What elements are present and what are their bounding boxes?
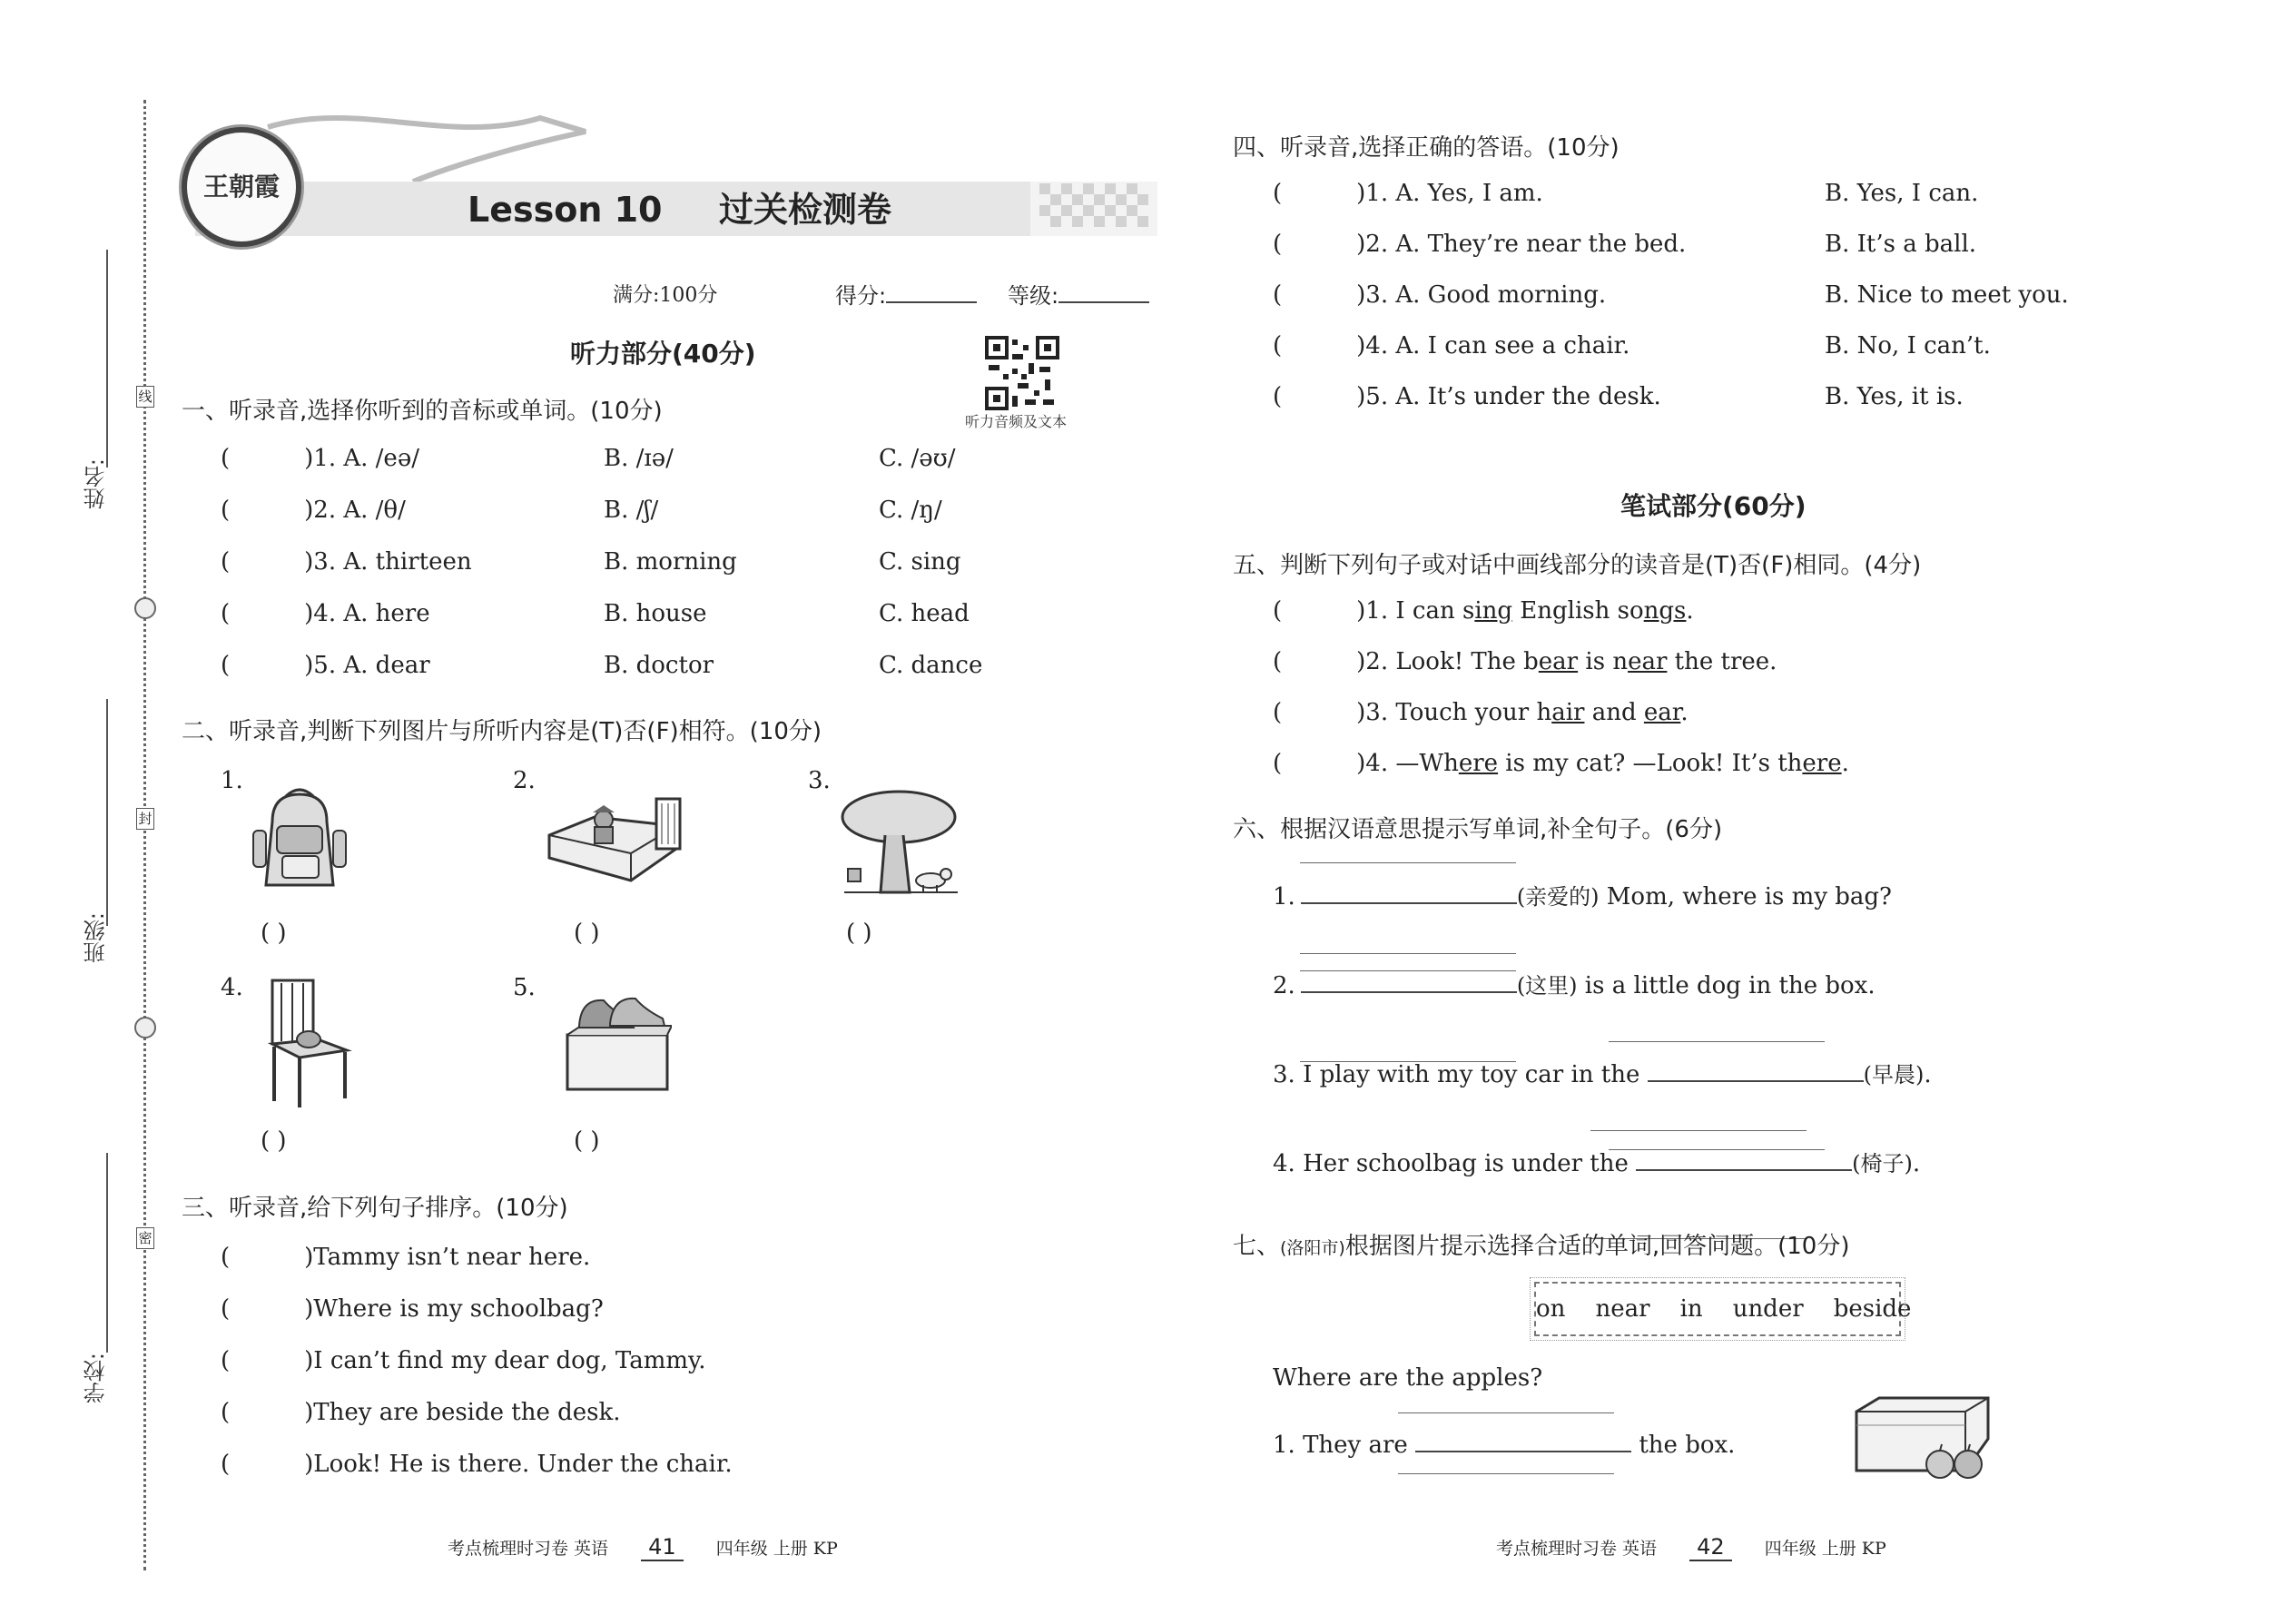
section3-heading: 三、听录音,给下列句子排序。(10分) <box>182 1195 568 1222</box>
picture-label: 3. <box>808 767 831 794</box>
option-b: B. Yes, I can. <box>1825 180 1979 207</box>
list-item: ( )5. A. dear <box>221 652 430 679</box>
word-bank-words: on near in under beside <box>1536 1295 1912 1323</box>
list-item: ( )They are beside the desk. <box>221 1399 621 1426</box>
list-item: ( )4. A. here <box>221 600 430 627</box>
list-item: ( )4. A. I can see a chair. <box>1273 332 1630 359</box>
option-c: C. dance <box>879 652 983 679</box>
answer-paren[interactable]: ( <box>221 497 231 524</box>
left-footer <box>448 1534 838 1561</box>
option-b: B. No, I can’t. <box>1825 332 1991 359</box>
score-label: 得分: <box>835 283 887 309</box>
section6-heading: 六、根据汉语意思提示写单词,补全句子。(6分) <box>1233 816 1723 843</box>
list-item: ( )1. I can sing English songs. <box>1273 597 1694 625</box>
option-b: B. Nice to meet you. <box>1825 281 2069 309</box>
full-score: 满分:100分 <box>613 284 718 307</box>
option-b: B. doctor <box>604 652 714 679</box>
answer-paren[interactable]: ( <box>1273 597 1283 625</box>
picture-label: 1. <box>221 767 243 794</box>
list-item: ( )4. —Where is my cat? —Look! It’s there. <box>1273 750 1849 777</box>
qr-code-icon <box>985 336 1059 410</box>
option-b: B. house <box>604 600 707 627</box>
section1-heading: 一、听录音,选择你听到的音标或单词。(10分) <box>182 398 663 425</box>
answer-paren[interactable]: ( <box>221 548 231 576</box>
lesson-subtitle: 过关检测卷 <box>718 190 891 230</box>
list-item: ( )Look! He is there. Under the chair. <box>221 1451 733 1478</box>
word-bank <box>1534 1282 1912 1336</box>
hint: (亲爱的) <box>1516 884 1600 910</box>
chair-with-cup-picture <box>263 976 354 1112</box>
backpack-picture <box>250 785 350 894</box>
blank-dear[interactable] <box>1301 902 1517 904</box>
right-footer <box>1496 1534 1886 1561</box>
answer-paren[interactable]: ( <box>221 1399 231 1426</box>
hint: (早晨) <box>1863 1062 1925 1088</box>
list-item: ( )1. A. /eə/ <box>221 445 419 472</box>
underlined-part: ear <box>1643 699 1681 726</box>
section2-heading: 二、听录音,判断下列图片与所听内容是(T)否(F)相符。(10分) <box>182 718 822 745</box>
margin-line-name <box>106 250 108 468</box>
answer-paren[interactable]: ( <box>1273 648 1283 675</box>
list-item: 1. They are the box. <box>1273 1432 1736 1459</box>
brand-logo <box>182 127 301 247</box>
list-item: ( )1. A. Yes, I am. <box>1273 180 1543 207</box>
answer-paren[interactable]: ( <box>221 600 231 627</box>
qr-caption: 听力音频及文本 <box>965 413 1068 430</box>
class-label: 班级: <box>84 912 109 964</box>
bed-with-toy-picture <box>540 794 685 894</box>
picture-label: 4. <box>221 974 243 1001</box>
footer-tail: 四年级 上册 KP <box>715 1539 838 1559</box>
answer-paren[interactable]: ( <box>1273 699 1283 726</box>
seal-mark-seal: 封 <box>136 808 154 830</box>
answer-paren[interactable]: ( ) <box>846 920 872 947</box>
option-c: C. /ŋ/ <box>879 497 942 524</box>
option-b: B. It’s a ball. <box>1825 231 1977 258</box>
blank-chair[interactable] <box>1636 1169 1852 1171</box>
list-item: ( )2. A. /θ/ <box>221 497 406 524</box>
answer-paren[interactable]: ( ) <box>574 920 600 947</box>
score-field <box>835 278 977 310</box>
underlined-part: ear <box>1538 648 1579 675</box>
margin-line-school <box>106 1153 108 1353</box>
answer-paren[interactable]: ( <box>221 1295 231 1323</box>
brand-logo-text: 王朝霞 <box>202 172 280 202</box>
region-tag: (洛阳市) <box>1280 1238 1345 1258</box>
answer-paren[interactable]: ( <box>221 445 231 472</box>
option-b: B. morning <box>604 548 737 576</box>
answer-paren[interactable]: ( <box>1273 332 1283 359</box>
seal-mark-line: 线 <box>136 386 154 408</box>
list-item: 2. (这里) is a little dog in the box. <box>1273 972 1876 999</box>
answer-paren[interactable]: ( <box>1273 383 1283 410</box>
underlined-part: air <box>1551 699 1585 726</box>
grade-label: 等级: <box>1008 283 1059 309</box>
option-c: C. /əʊ/ <box>879 445 956 472</box>
picture-label: 2. <box>513 767 536 794</box>
underlined-part: ear <box>1628 648 1668 675</box>
footer-tail: 四年级 上册 KP <box>1764 1539 1886 1559</box>
list-item: ( )3. A. Good morning. <box>1273 281 1607 309</box>
list-item: 3. I play with my toy car in the (早晨). <box>1273 1061 1932 1088</box>
underlined-part: ere <box>1458 750 1499 777</box>
list-item: ( )3. Touch your hair and ear. <box>1273 699 1689 726</box>
answer-paren[interactable]: ( <box>221 1347 231 1374</box>
list-item: 4. Her schoolbag is under the (椅子). <box>1273 1150 1921 1177</box>
hint: (这里) <box>1516 973 1578 999</box>
name-label: 姓名: <box>84 458 109 510</box>
blank-answer[interactable] <box>1415 1451 1631 1452</box>
footer-text: 考点梳理时习卷 英语 <box>448 1539 609 1559</box>
answer-paren[interactable]: ( <box>221 1244 231 1271</box>
list-item: ( )5. A. It’s under the desk. <box>1273 383 1661 410</box>
seal-mark-secret: 密 <box>136 1227 154 1249</box>
answer-paren[interactable]: ( <box>221 1451 231 1478</box>
binding-margin <box>143 100 146 1570</box>
answer-paren[interactable]: ( <box>1273 180 1283 207</box>
answer-paren[interactable]: ( <box>221 652 231 679</box>
list-item: ( )Tammy isn’t near here. <box>221 1244 591 1271</box>
shoes-on-box-picture <box>563 989 672 1094</box>
tree-with-dog-picture <box>835 785 962 899</box>
footer-text: 考点梳理时习卷 英语 <box>1496 1539 1658 1559</box>
answer-paren[interactable]: ( ) <box>261 1127 287 1155</box>
page-number: 41 <box>641 1534 684 1561</box>
underlined-part: ngs <box>1643 597 1687 625</box>
option-b: B. /ɪə/ <box>604 445 674 472</box>
answer-paren[interactable]: ( ) <box>574 1127 600 1155</box>
written-heading: 笔试部分(60分) <box>1620 491 1807 521</box>
underlined-part: ere <box>1802 750 1842 777</box>
list-item: ( )Where is my schoolbag? <box>221 1295 604 1323</box>
school-label: 学校: <box>84 1353 109 1404</box>
question: Where are the apples? <box>1273 1364 1543 1392</box>
answer-paren[interactable]: ( ) <box>261 920 287 947</box>
list-item: ( )I can’t find my dear dog, Tammy. <box>221 1347 706 1374</box>
margin-ornament-icon <box>134 1017 156 1038</box>
listening-heading: 听力部分(40分) <box>570 339 756 369</box>
option-b: B. /ʃ/ <box>604 497 659 524</box>
underlined-part: ing <box>1474 597 1513 625</box>
blank-here[interactable] <box>1301 991 1517 993</box>
section7-heading: 七、(洛阳市)根据图片提示选择合适的单词,回答问题。(10分) <box>1233 1233 1850 1260</box>
option-c: C. head <box>879 600 970 627</box>
page-number: 42 <box>1689 1534 1732 1561</box>
answer-paren[interactable]: ( <box>1273 750 1283 777</box>
box-with-apples-picture <box>1852 1393 1997 1484</box>
grade-field <box>1008 278 1149 310</box>
lesson-number: Lesson 10 <box>468 190 663 230</box>
section5-heading: 五、判断下列句子或对话中画线部分的读音是(T)否(F)相同。(4分) <box>1233 552 1922 579</box>
section4-heading: 四、听录音,选择正确的答语。(10分) <box>1233 134 1620 162</box>
option-b: B. Yes, it is. <box>1825 383 1964 410</box>
margin-line-class <box>106 699 108 926</box>
lesson-title <box>468 182 891 231</box>
blank-morning[interactable] <box>1648 1080 1864 1082</box>
margin-ornament-icon <box>134 597 156 619</box>
option-c: C. sing <box>879 548 961 576</box>
list-item: 1. (亲爱的) Mom, where is my bag? <box>1273 883 1892 910</box>
picture-label: 5. <box>513 974 536 1001</box>
list-item: ( )2. A. They’re near the bed. <box>1273 231 1687 258</box>
answer-paren[interactable]: ( <box>1273 231 1283 258</box>
list-item: ( )2. Look! The bear is near the tree. <box>1273 648 1777 675</box>
hint: (椅子) <box>1852 1151 1913 1176</box>
list-item: ( )3. A. thirteen <box>221 548 472 576</box>
answer-paren[interactable]: ( <box>1273 281 1283 309</box>
